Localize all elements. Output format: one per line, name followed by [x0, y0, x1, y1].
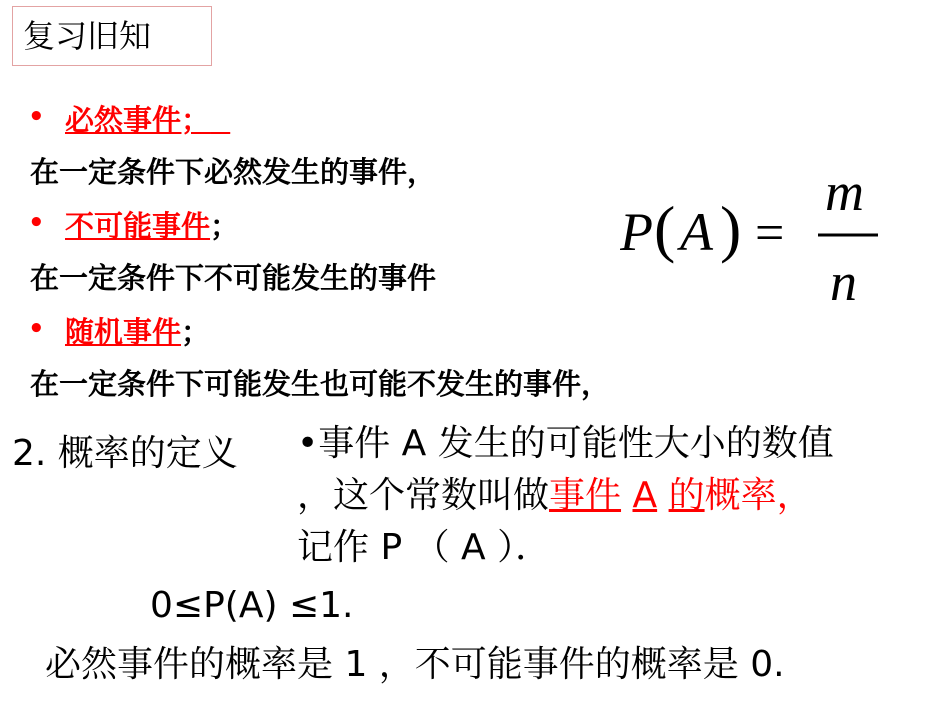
formula-denominator: n [830, 252, 857, 312]
bullet-marker: • [28, 314, 45, 344]
section-title: 复习旧知 [12, 6, 212, 66]
event-description: 在一定条件下必然发生的事件， [30, 155, 437, 189]
formula-p: P [620, 202, 653, 262]
formula-equals: = [755, 205, 785, 262]
bullet-marker: • [28, 208, 45, 238]
formula-close-paren: ) [720, 193, 742, 264]
probability-note: 必然事件的概率是 1 ，不可能事件的概率是 0. [45, 644, 785, 685]
definition-line-1: •事件 A 发生的可能性大小的数值 [297, 423, 834, 464]
definition-text [297, 418, 937, 574]
event-term: 随机事件； [65, 315, 211, 349]
formula-a: A [680, 202, 713, 262]
event-term: 不可能事件； [65, 209, 240, 243]
event-term: 必然事件； [65, 103, 211, 137]
definition-line-3: 记作 P （ A ）． [297, 527, 552, 568]
probability-formula [620, 165, 890, 315]
bullet-marker: • [28, 102, 45, 132]
event-description: 在一定条件下不可能发生的事件 [30, 261, 437, 295]
event-description: 在一定条件下可能发生也可能不发生的事件， [30, 367, 611, 401]
definition-line-2: ，这个常数叫做事件 A 的概率， [297, 475, 813, 516]
probability-term: 事件 [549, 475, 622, 516]
formula-numerator: m [825, 165, 864, 222]
probability-range: 0≤P(A) ≤1. [150, 585, 354, 626]
formula-open-paren: ( [654, 193, 676, 264]
definition-label: 2. 概率的定义 [12, 433, 238, 474]
